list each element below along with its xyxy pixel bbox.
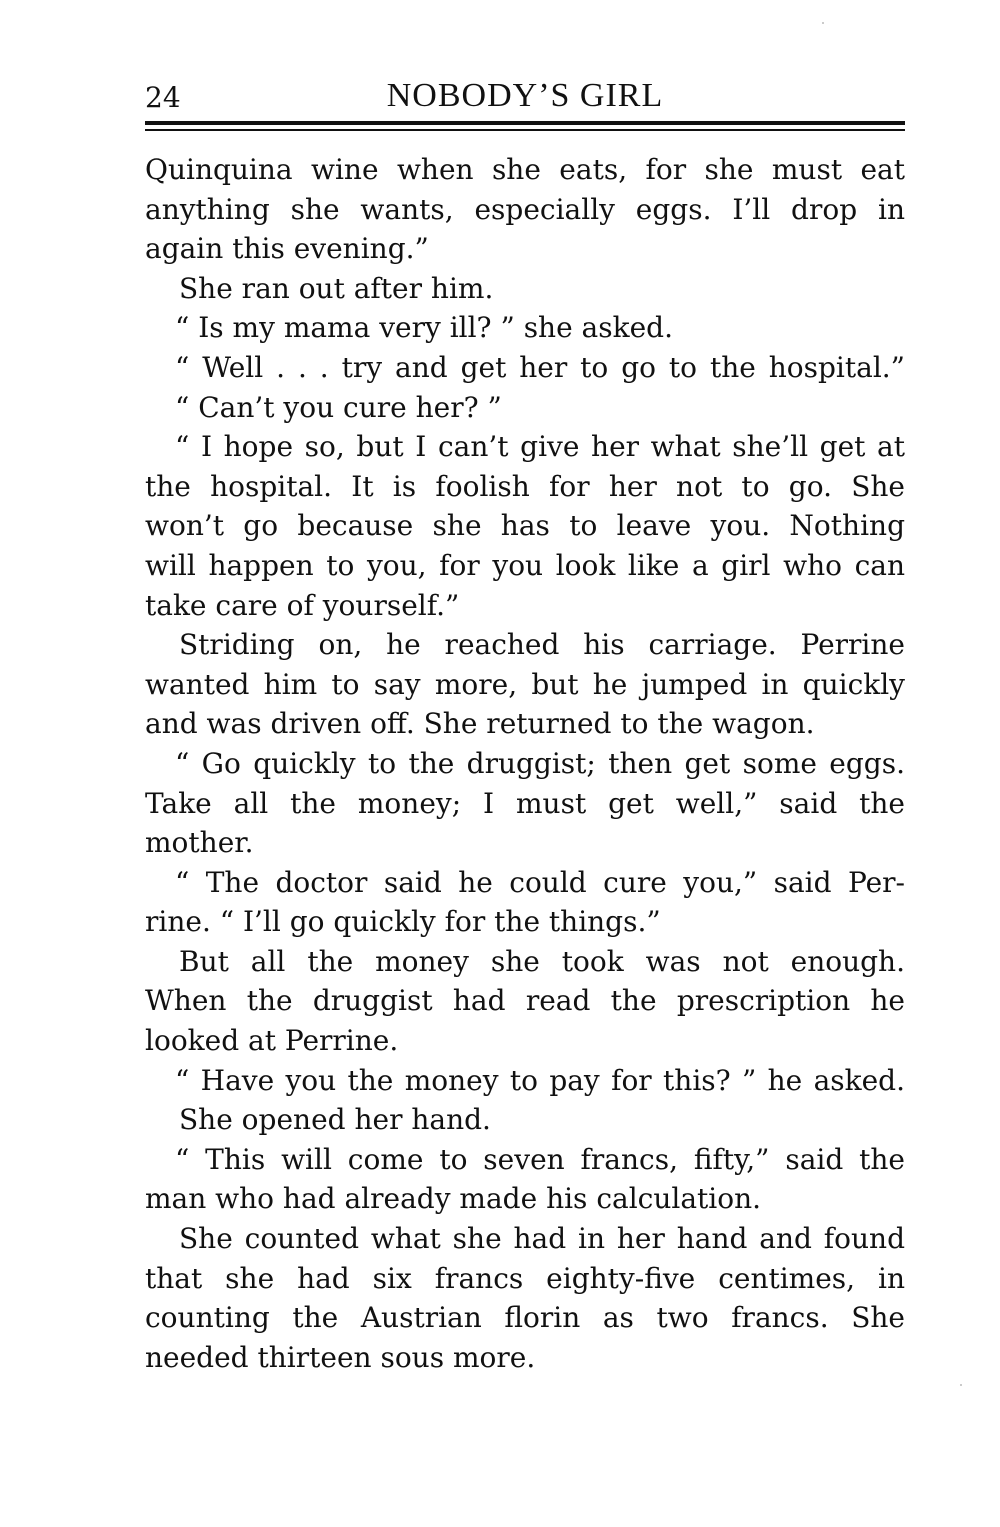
text-line: “ Go quickly to the druggist; then get some eggs. [175,746,905,780]
header-rule-thick [145,121,905,125]
text-line: “ This will come to seven francs, fifty,” said the [175,1142,905,1176]
text-line: “ I hope so, but I can’t give her what she’ll get at [175,430,905,464]
scan-speck [822,22,824,24]
text-line: Striding on, he reached his carriage. Perrine [179,628,905,662]
text-line: anything she wants, especially eggs. I’ll drop in [145,192,905,226]
text-line: will happen to you, for you look like a girl who can [145,548,905,582]
text-line: Quinquina wine when she eats, for she must eat [145,153,905,186]
text-line: again this evening.” [145,232,429,266]
running-title: NOBODY’S GIRL [386,77,664,114]
text-line: mother. [145,826,254,860]
text-line: When the druggist had read the prescription he [145,984,905,1018]
page-number: 24 [145,81,181,114]
text-line: “ Is my mama very ill? ” she asked. [175,311,673,345]
text-line: and was driven off. She returned to the wagon. [145,707,815,741]
text-line: She counted what she had in her hand and found [179,1222,905,1256]
text-line: needed thirteen sous more. [145,1340,536,1374]
text-line: wanted him to say more, but he jumped in quickly [145,667,905,701]
text-line: She ran out after him. [179,271,494,305]
text-line: counting the Austrian florin as two francs. She [145,1301,905,1335]
text-line: take care of yourself.” [145,588,460,622]
text-line: Take all the money; I must get well,” said the [145,786,905,820]
running-head [145,72,905,122]
text-line: that she had six francs eighty-five centimes, in [145,1261,905,1295]
text-line: “ Well . . . try and get her to go to the hospital.” [175,350,905,384]
text-line: looked at Perrine. [145,1024,399,1058]
text-line: “ The doctor said he could cure you,” said Per- [175,865,905,899]
text-line: won’t go because she has to leave you. Nothing [145,509,905,543]
scan-speck [960,1384,962,1386]
text-line: the hospital. It is foolish for her not to go. She [145,469,905,503]
text-line: man who had already made his calculation. [145,1182,762,1216]
text-line: She opened her hand. [179,1103,491,1137]
text-line: “ Have you the money to pay for this? ” he asked. [175,1063,905,1097]
header-rule-thin [145,129,905,131]
text-line: “ Can’t you cure her? ” [175,390,502,424]
body-text [145,150,905,1377]
text-line: rine. “ I’ll go quickly for the things.” [145,905,661,939]
text-line: But all the money she took was not enough. [179,944,905,978]
